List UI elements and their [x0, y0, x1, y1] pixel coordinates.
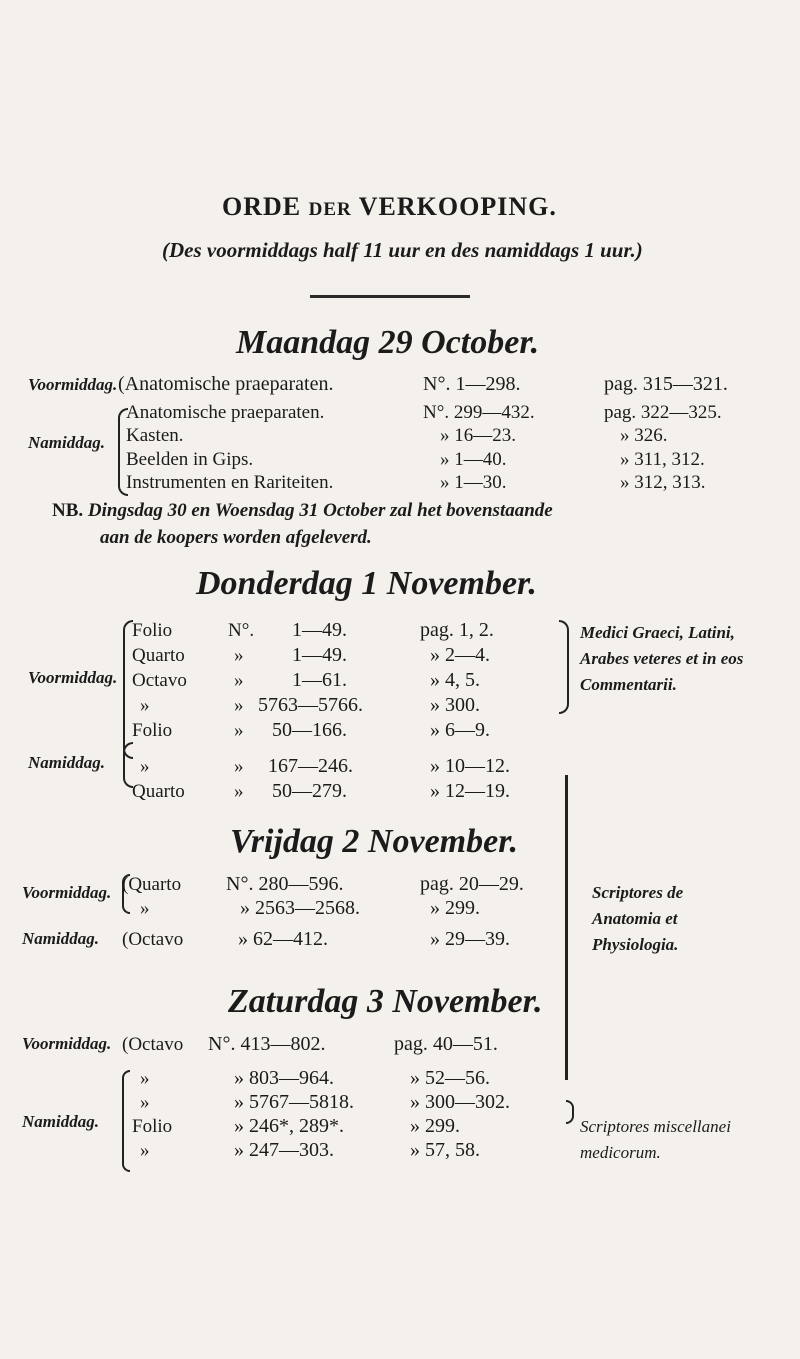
- donderdag-row-2-range: 1—61.: [292, 669, 347, 691]
- vrijdag-row-2-fmt: (Octavo: [122, 929, 184, 950]
- zaturdag-row-0-nr: N°. 413—802.: [208, 1033, 326, 1055]
- donderdag-row-4-fmt: Folio: [132, 720, 173, 741]
- header-rule: [310, 295, 470, 298]
- vrijdag-namiddag-label: Namiddag.: [22, 929, 99, 948]
- donderdag-row-6-nr: »: [234, 781, 244, 802]
- donderdag-row-1-pag: » 2—4.: [430, 644, 490, 666]
- maandag-row-0-item: (Anatomische praeparaten.: [118, 373, 334, 395]
- title-part-small: DER: [308, 199, 352, 220]
- donderdag-row-6-range: 50—279.: [272, 780, 347, 802]
- donderdag-row-4-nr: »: [234, 720, 244, 741]
- donderdag-row-3-fmt: »: [140, 695, 150, 716]
- maandag-note: [52, 500, 553, 522]
- maandag-row-4-nr: » 1—30.: [440, 472, 507, 493]
- maandag-note-nb: NB.: [52, 500, 84, 521]
- donderdag-row-1-fmt: Quarto: [132, 645, 185, 666]
- maandag-row-2-item: Kasten.: [126, 425, 184, 446]
- zaturdag-side-brace: [566, 1100, 574, 1124]
- title-part-a: ORDE: [222, 192, 309, 221]
- donderdag-row-3-nr: »: [234, 695, 244, 716]
- zaturdag-voormiddag-label: Voormiddag.: [22, 1034, 112, 1053]
- page-title: [222, 192, 557, 222]
- maandag-row-1-nr: N°. 299—432.: [423, 402, 535, 423]
- donderdag-heading: Donderdag 1 November.: [196, 565, 537, 602]
- donderdag-row-3-range: 5763—5766.: [258, 694, 363, 716]
- maandag-row-3-item: Beelden in Gips.: [126, 449, 254, 470]
- donderdag-row-2-pag: » 4, 5.: [430, 669, 480, 691]
- donderdag-row-1-nr: »: [234, 645, 244, 666]
- donderdag-row-5-range: 167—246.: [268, 755, 353, 777]
- title-part-b: VERKOOPING.: [351, 192, 557, 221]
- zaturdag-row-0-pag: pag. 40—51.: [394, 1033, 498, 1055]
- zaturdag-row-2-fmt: »: [140, 1092, 150, 1113]
- vrijdag-heading: Vrijdag 2 November.: [230, 823, 519, 860]
- maandag-row-0-pag: pag. 315—321.: [604, 373, 728, 395]
- vrijdag-row-2-nr: » 62—412.: [238, 928, 328, 950]
- zaturdag-heading: Zaturdag 3 November.: [228, 983, 543, 1020]
- maandag-row-1-pag: pag. 322—325.: [604, 402, 722, 423]
- vrijdag-row-1-fmt: »: [140, 898, 150, 919]
- maandag-voormiddag-label: Voormiddag.: [28, 375, 118, 394]
- donderdag-row-2-fmt: Octavo: [132, 670, 187, 691]
- zaturdag-row-1-pag: » 52—56.: [410, 1067, 490, 1089]
- donderdag-row-2-nr: »: [234, 670, 244, 691]
- maandag-row-3-nr: » 1—40.: [440, 449, 507, 470]
- vrijdag-row-2-pag: » 29—39.: [430, 928, 510, 950]
- donderdag-row-0-fmt: Folio: [132, 620, 173, 641]
- zaturdag-row-2-nr: » 5767—5818.: [234, 1091, 354, 1113]
- vrijdag-voormiddag-label: Voormiddag.: [22, 883, 112, 902]
- vrijdag-row-0-nr: N°. 280—596.: [226, 873, 344, 895]
- zaturdag-row-3-fmt: Folio: [132, 1116, 173, 1137]
- donderdag-row-5-pag: » 10—12.: [430, 755, 510, 777]
- right-vertical-rule: [565, 775, 568, 1080]
- subtitle: (Des voormiddags half 11 uur en des namiddags 1 uur.): [162, 238, 643, 262]
- zaturdag-row-4-fmt: »: [140, 1140, 150, 1161]
- zaturdag-namiddag-label: Namiddag.: [22, 1112, 99, 1131]
- zaturdag-row-1-nr: » 803—964.: [234, 1067, 334, 1089]
- zaturdag-row-2-pag: » 300—302.: [410, 1091, 510, 1113]
- maandag-row-2-pag: » 326.: [620, 425, 668, 446]
- maandag-namiddag-label: Namiddag.: [28, 433, 105, 452]
- zaturdag-row-4-pag: » 57, 58.: [410, 1139, 480, 1161]
- vrijdag-row-1-pag: » 299.: [430, 897, 480, 919]
- donderdag-row-6-fmt: Quarto: [132, 781, 185, 802]
- zaturdag-row-3-pag: » 299.: [410, 1115, 460, 1137]
- maandag-row-4-pag: » 312, 313.: [620, 472, 706, 493]
- donderdag-row-3-pag: » 300.: [430, 694, 480, 716]
- donderdag-row-4-pag: » 6—9.: [430, 719, 490, 741]
- donderdag-row-5-fmt: »: [140, 756, 150, 777]
- donderdag-side-brace: [559, 620, 569, 714]
- zaturdag-row-3-nr: » 246*, 289*.: [234, 1115, 344, 1137]
- maandag-row-4-item: Instrumenten en Rariteiten.: [126, 472, 334, 493]
- zaturdag-side-note: Scriptores miscellanei medicorum.: [580, 1117, 731, 1162]
- donderdag-side-note: Medici Graeci, Latini, Arabes veteres et in eos Commentarii.: [580, 623, 744, 694]
- donderdag-row-0-nr: N°.: [228, 620, 255, 641]
- maandag-row-3-pag: » 311, 312.: [620, 449, 705, 470]
- vrijdag-row-0-fmt: (Quarto: [122, 874, 182, 895]
- vrijdag-row-1-nr: » 2563—2568.: [240, 897, 360, 919]
- zaturdag-namiddag-brace: [122, 1070, 130, 1172]
- zaturdag-row-1-fmt: »: [140, 1068, 150, 1089]
- maandag-note-line2: aan de koopers worden afgeleverd.: [100, 527, 372, 548]
- donderdag-voormiddag-label: Voormiddag.: [28, 668, 118, 687]
- donderdag-row-0-range: 1—49.: [292, 619, 347, 641]
- donderdag-row-5-nr: »: [234, 756, 244, 777]
- donderdag-namiddag-label: Namiddag.: [28, 753, 105, 772]
- donderdag-row-0-pag: pag. 1, 2.: [420, 619, 494, 641]
- maandag-row-2-nr: » 16—23.: [440, 425, 516, 446]
- vrijdag-side-note: Scriptores de Anatomia et Physiologia.: [592, 883, 684, 954]
- donderdag-row-4-range: 50—166.: [272, 719, 347, 741]
- maandag-row-1-item: Anatomische praeparaten.: [126, 402, 325, 423]
- zaturdag-row-4-nr: » 247—303.: [234, 1139, 334, 1161]
- zaturdag-row-0-fmt: (Octavo: [122, 1034, 184, 1055]
- maandag-heading: Maandag 29 October.: [236, 324, 540, 361]
- donderdag-row-1-range: 1—49.: [292, 644, 347, 666]
- maandag-note-line1: Dingsdag 30 en Woensdag 31 October zal het bovenstaande: [87, 500, 553, 521]
- donderdag-row-6-pag: » 12—19.: [430, 780, 510, 802]
- vrijdag-row-0-pag: pag. 20—29.: [420, 873, 524, 895]
- maandag-row-0-nr: N°. 1—298.: [423, 373, 521, 395]
